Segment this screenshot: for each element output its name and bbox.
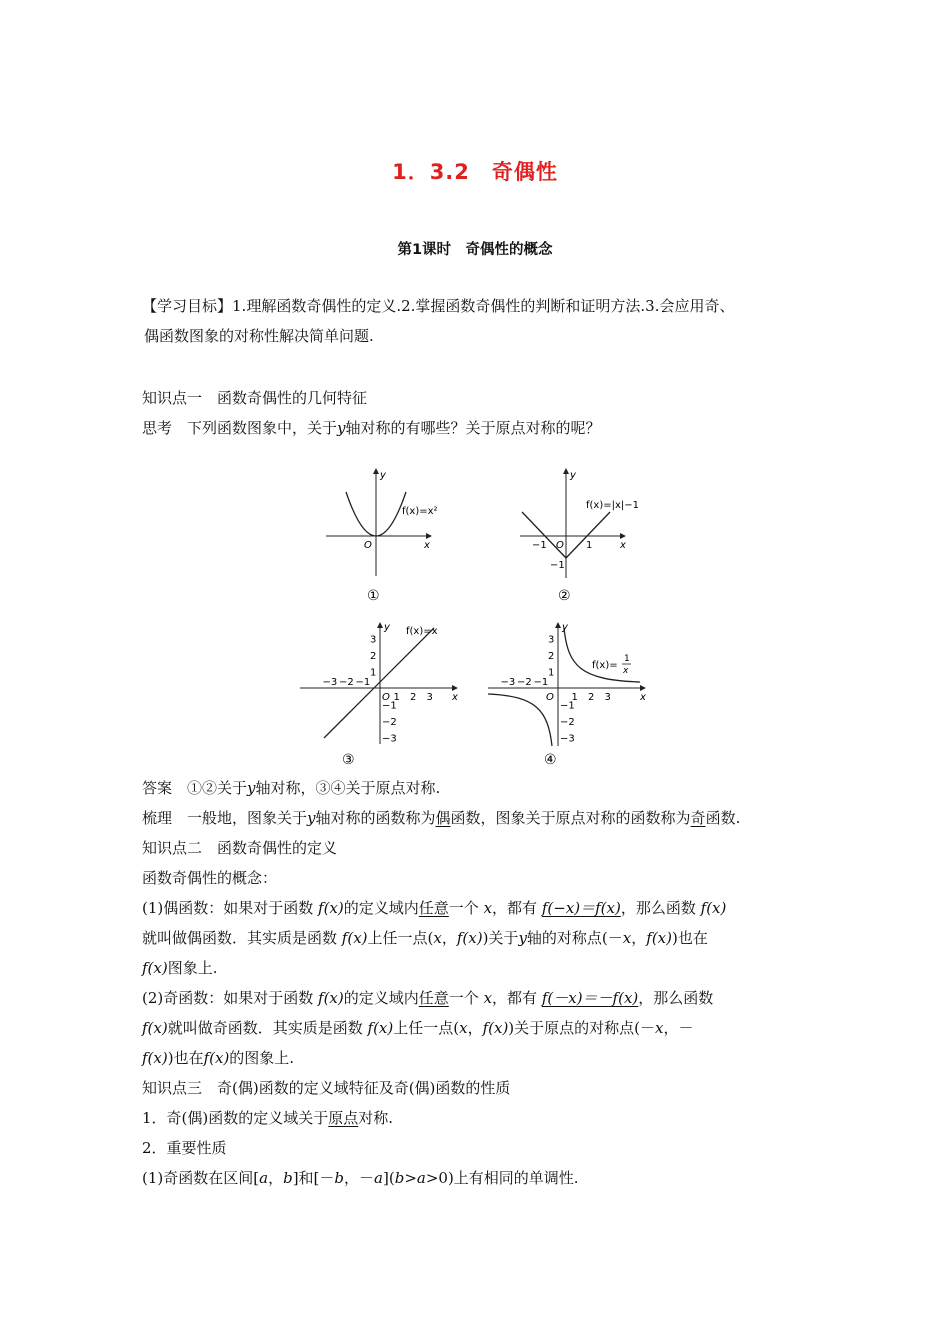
y-tick-label: 1 <box>370 667 377 679</box>
y-axis-label: y <box>380 470 386 481</box>
caption: ① <box>367 588 380 604</box>
function-label <box>592 654 631 676</box>
y-tick-label: −3 <box>560 733 575 745</box>
x-tick-label: 3 <box>604 692 611 703</box>
lesson-subtitle: 第1课时 奇偶性的概念 <box>397 242 553 258</box>
odd-def-line-2: f(x)就叫做奇函数．其实质是函数 f(x)上任一点(x，f(x))关于原点的对称点(－x，－ <box>142 1019 694 1037</box>
kp2-heading: 知识点二 函数奇偶性的定义 <box>142 839 338 857</box>
function-label: f(x)=x² <box>402 506 438 517</box>
even-def-line-1: (1)偶函数：如果对于函数 f(x)的定义域内任意一个 x，都有 f(−x)＝f(x)，那么函数 f(x) <box>142 899 727 917</box>
kp1-heading: 知识点一 函数奇偶性的几何特征 <box>142 389 368 407</box>
svg-text:y: y <box>562 622 568 633</box>
x-tick-label: −2 <box>517 677 532 688</box>
answer: 答案 ①②关于y轴对称，③④关于原点对称. <box>142 779 441 797</box>
page-title: 1．3.2 奇偶性 <box>392 160 558 184</box>
svg-text:③: ③ <box>342 752 355 768</box>
kp3-heading: 知识点三 奇(偶)函数的定义域特征及奇(偶)函数的性质 <box>142 1079 511 1097</box>
hyperbola-branch-left <box>488 694 552 746</box>
y-tick-label: 3 <box>548 634 555 646</box>
graph-4-reciprocal <box>484 618 654 768</box>
y-tick-label: −2 <box>382 717 397 728</box>
x-tick-label: 2 <box>410 692 417 703</box>
odd-def-line-3: f(x))也在f(x)的图象上. <box>142 1049 295 1067</box>
x-tick-label: −1 <box>533 677 549 688</box>
svg-text:f(x)=: f(x)= <box>592 660 618 671</box>
x-axis-label: x <box>424 540 430 551</box>
x-tick-label: 3 <box>426 692 433 703</box>
svg-text:x: x <box>640 692 646 703</box>
kp3-point-1: 1．奇(偶)函数的定义域关于原点对称. <box>142 1109 394 1127</box>
x-tick-label: 1 <box>393 692 400 703</box>
svg-text:y: y <box>384 622 390 633</box>
kp2-concept: 函数奇偶性的概念： <box>142 869 278 887</box>
svg-text:O: O <box>556 540 564 551</box>
y-tick-label: 1 <box>548 667 555 679</box>
svg-text:②: ② <box>558 588 571 604</box>
svg-text:O: O <box>546 692 554 703</box>
x-tick-label: −3 <box>500 677 516 688</box>
function-label: f(x)=x <box>406 626 438 637</box>
x-tick-label: −1 <box>355 677 371 688</box>
objective-label: 【学习目标】 <box>142 297 233 315</box>
svg-text:O: O <box>382 692 390 703</box>
objective-line-2: 偶函数图象的对称性解决简单问题. <box>144 327 374 345</box>
x-tick-label: −3 <box>322 677 338 688</box>
svg-text:x: x <box>452 692 458 703</box>
summary: 梳理 一般地，图象关于y轴对称的函数称为偶函数，图象关于原点对称的函数称为奇函数. <box>142 809 741 827</box>
svg-text:④: ④ <box>544 752 557 768</box>
y-tick-label: 2 <box>548 651 555 662</box>
kp3-point-2: 2．重要性质 <box>142 1139 227 1157</box>
y-tick-label: −3 <box>382 733 397 745</box>
even-def-line-2: 就叫做偶函数．其实质是函数 f(x)上任一点(x，f(x))关于y轴的对称点(－x，f(x))也在 <box>142 929 708 947</box>
svg-text:−1: −1 <box>550 560 565 571</box>
svg-text:x: x <box>623 666 629 676</box>
svg-text:1: 1 <box>586 540 593 551</box>
y-tick-label: 2 <box>370 651 377 662</box>
learning-objectives <box>142 291 816 351</box>
body-section <box>142 773 816 1193</box>
svg-text:y: y <box>570 470 576 481</box>
even-def-line-3: f(x)图象上. <box>142 959 218 977</box>
svg-text:x: x <box>620 540 626 551</box>
y-tick-label: −2 <box>560 717 575 728</box>
graph-1-parabola <box>320 462 440 610</box>
kp3-point-3: (1)奇函数在区间[a，b]和[－b，－a](b>a>0)上有相同的单调性. <box>142 1169 579 1187</box>
x-tick-label: 2 <box>588 692 595 703</box>
odd-def-line-1: (2)奇函数：如果对于函数 f(x)的定义域内任意一个 x，都有 f(－x)＝－f(x)，那么函数 <box>142 989 714 1007</box>
x-tick-label: −2 <box>339 677 354 688</box>
graph-3-linear <box>296 618 466 768</box>
x-tick-label: 1 <box>571 692 578 703</box>
function-label: f(x)=|x|−1 <box>586 500 640 511</box>
y-tick-label: 3 <box>370 634 377 646</box>
think-question: 思考 下列函数图象中，关于y轴对称的有哪些？关于原点对称的呢？ <box>142 419 601 437</box>
y-tick-label: −1 <box>382 700 397 712</box>
origin-label: O <box>364 540 372 551</box>
objective-line-1: 【学习目标】1.理解函数奇偶性的定义.2.掌握函数奇偶性的判断和证明方法.3.会应用奇、 <box>142 297 735 315</box>
y-tick-label: −1 <box>560 700 575 712</box>
graph-2-abs-minus-one <box>512 462 657 610</box>
svg-text:1: 1 <box>624 654 630 664</box>
svg-text:−1: −1 <box>532 540 547 551</box>
knowledge-point-1 <box>142 383 816 443</box>
